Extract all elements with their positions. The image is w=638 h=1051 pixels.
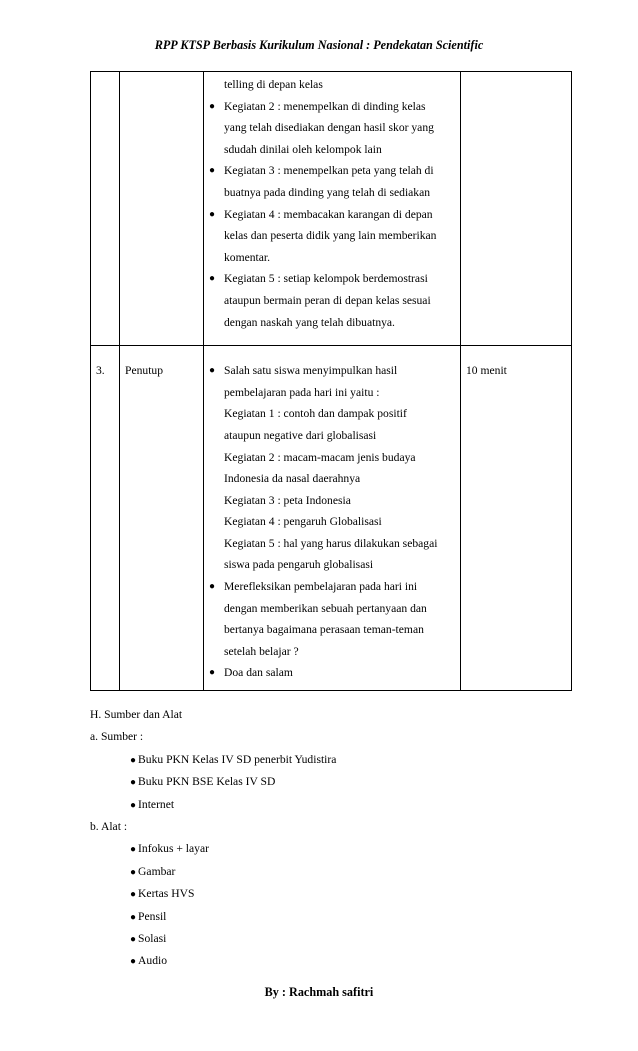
list-item-line: pembelajaran pada hari ini yaitu : — [224, 385, 380, 399]
list-item-label: Solasi — [138, 931, 167, 945]
bullet-dot-icon: ● — [209, 273, 216, 285]
list-item-label: Kertas HVS — [138, 887, 195, 901]
list-item-line: Kegiatan 5 : hal yang harus dilakukan sebagai — [224, 536, 438, 550]
list-item-line: kelas dan peserta didik yang lain memberikan — [224, 229, 437, 243]
row-number-cell — [91, 72, 120, 346]
list-item-line: Doa dan salam — [224, 666, 293, 680]
list-item-line: sdudah dinilai oleh kelompok lain — [224, 142, 382, 156]
list-item-label: Pensil — [138, 909, 167, 923]
list-item-label: Internet — [138, 797, 175, 811]
activity-list — [204, 96, 460, 334]
row-time-cell — [461, 72, 572, 346]
list-item-line: Merefleksikan pembelajaran pada hari ini — [224, 580, 418, 594]
table-row — [91, 346, 572, 691]
activity-list — [204, 360, 460, 684]
bullet-dot-icon: ● — [209, 100, 216, 112]
list-item — [204, 204, 460, 269]
list-item-label: Buku PKN Kelas IV SD penerbit Yudistira — [138, 752, 337, 766]
list-item-line: Kegiatan 5 : setiap kelompok berdemostrasi — [224, 272, 428, 286]
bullet-dot-icon: ● — [130, 777, 137, 789]
list-item — [204, 160, 460, 203]
list-item — [130, 883, 570, 905]
list-item — [130, 838, 570, 860]
list-item-line: Kegiatan 2 : macam-macam jenis budaya — [224, 450, 416, 464]
list-item — [130, 928, 570, 950]
sumber-label: a. Sumber : — [90, 730, 144, 744]
list-item — [130, 906, 570, 928]
list-item-line: Kegiatan 2 : menempelkan di dinding kelas — [224, 99, 426, 113]
bullet-dot-icon: ● — [130, 889, 137, 901]
table-row — [91, 72, 572, 346]
page-footer: By : Rachmah safitri — [264, 985, 374, 999]
alat-list — [90, 838, 570, 972]
list-item — [204, 360, 460, 576]
list-item-label: Infokus + layar — [138, 842, 209, 856]
row-activity-cell — [204, 72, 461, 346]
row-number: 3. — [96, 364, 105, 378]
bullet-dot-icon: ● — [130, 866, 137, 878]
list-item-line: ataupun negative dari globalisasi — [224, 428, 377, 442]
list-item — [130, 950, 570, 972]
list-item-line: dengan memberikan sebuah pertanyaan dan — [224, 601, 427, 615]
bullet-dot-icon: ● — [209, 165, 216, 177]
list-item — [204, 662, 460, 684]
list-item-line: siswa pada pengaruh globalisasi — [224, 558, 374, 572]
bullet-dot-icon: ● — [209, 581, 216, 593]
list-item-line: ataupun bermain peran di depan kelas sesuai — [224, 293, 431, 307]
row-activity-cell — [204, 346, 461, 691]
alat-label: b. Alat : — [90, 819, 128, 833]
list-item-line: Salah satu siswa menyimpulkan hasil — [224, 364, 398, 378]
bullet-dot-icon: ● — [209, 208, 216, 220]
list-item-line: setelah belajar ? — [224, 644, 299, 658]
list-item-line: buatnya pada dinding yang telah di sediakan — [224, 185, 431, 199]
sumber-list — [90, 749, 570, 816]
section-heading: H. Sumber dan Alat — [90, 708, 183, 721]
lesson-table — [90, 71, 572, 691]
row-time: 10 menit — [466, 364, 507, 378]
list-item-line: yang telah disediakan dengan hasil skor yang — [224, 121, 434, 135]
bullet-dot-icon: ● — [209, 667, 216, 679]
list-item-line: dengan naskah yang telah dibuatnya. — [224, 315, 395, 329]
list-item — [130, 861, 570, 883]
bullet-dot-icon: ● — [130, 844, 137, 856]
bullet-dot-icon: ● — [130, 933, 137, 945]
bullet-dot-icon: ● — [130, 754, 137, 766]
list-item-label: Gambar — [138, 864, 176, 878]
list-item-line: komentar. — [224, 250, 271, 264]
list-item — [130, 794, 570, 816]
row-phase-cell — [120, 346, 204, 691]
list-item-line: Kegiatan 4 : pengaruh Globalisasi — [224, 515, 382, 529]
activity-text: telling di depan kelas — [224, 78, 323, 91]
list-item — [204, 96, 460, 161]
bullet-dot-icon: ● — [130, 956, 137, 968]
list-item-label: Buku PKN BSE Kelas IV SD — [138, 775, 276, 789]
row-phase-cell — [120, 72, 204, 346]
sumber-dan-alat-section — [90, 704, 570, 973]
list-item — [130, 749, 570, 771]
page-header: RPP KTSP Berbasis Kurikulum Nasional : Pendekatan Scientific — [154, 38, 484, 52]
row-number-cell — [91, 346, 120, 691]
list-item-line: Kegiatan 3 : menempelkan peta yang telah di — [224, 164, 434, 178]
bullet-dot-icon: ● — [130, 799, 137, 811]
list-item-label: Audio — [138, 954, 168, 968]
list-item-line: Kegiatan 3 : peta Indonesia — [224, 493, 351, 507]
row-time-cell — [461, 346, 572, 691]
bullet-dot-icon: ● — [130, 911, 137, 923]
list-item — [204, 268, 460, 333]
bullet-dot-icon: ● — [209, 365, 216, 377]
row-phase: Penutup — [125, 364, 164, 378]
list-item — [130, 771, 570, 793]
list-item — [204, 576, 460, 662]
list-item-line: bertanya bagaimana perasaan teman-teman — [224, 623, 424, 637]
list-item-line: Indonesia da nasal daerahnya — [224, 472, 361, 486]
list-item-line: Kegiatan 1 : contoh dan dampak positif — [224, 407, 407, 421]
list-item-line: Kegiatan 4 : membacakan karangan di depan — [224, 207, 433, 221]
